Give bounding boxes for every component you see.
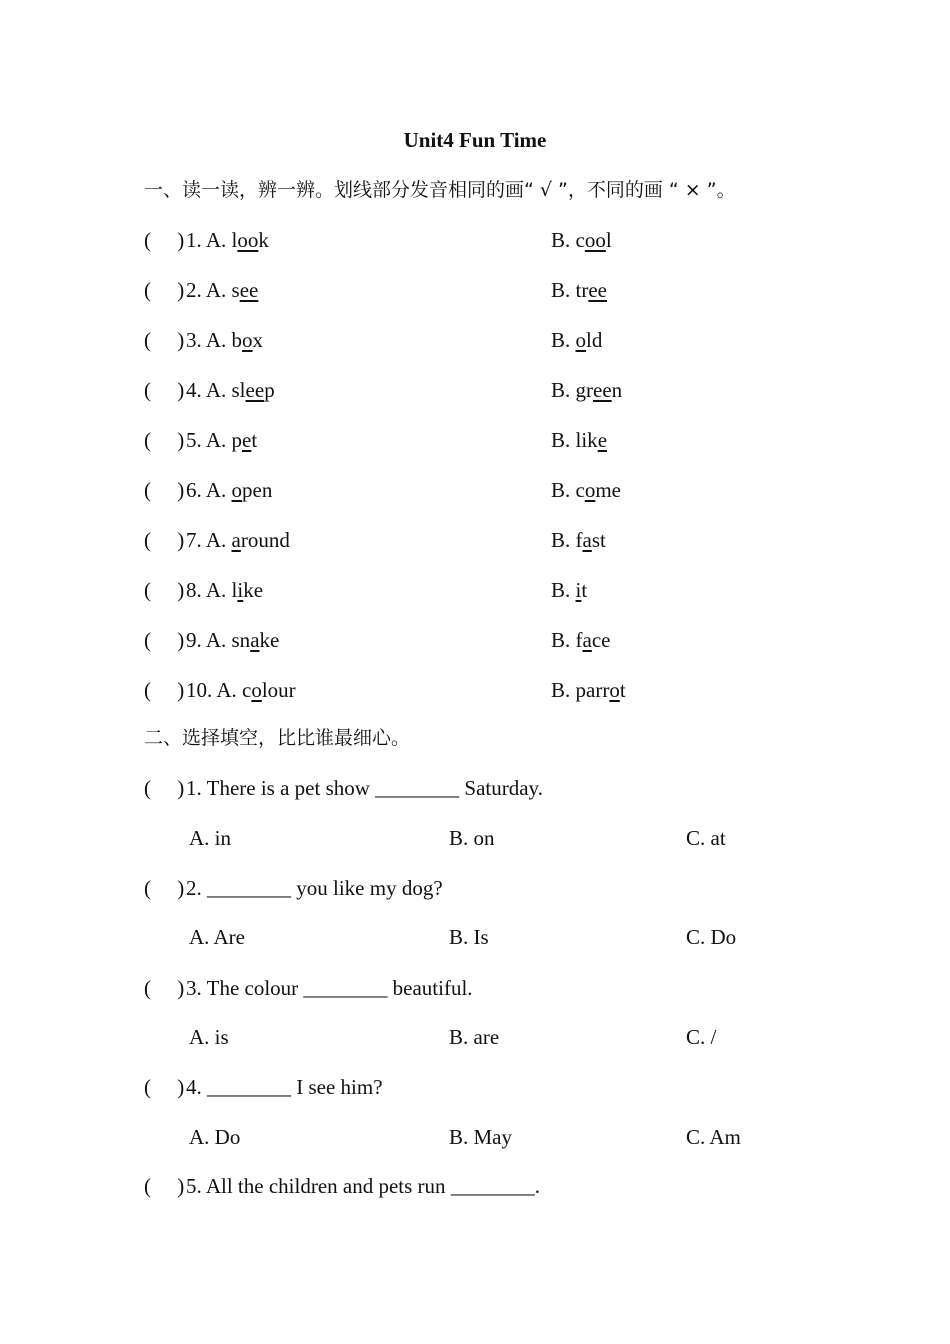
option-b [551,226,612,254]
word-part: A. sl [205,378,246,402]
pronunciation-item [144,276,844,304]
word-part: k [258,228,269,252]
underlined-letters: oo [237,228,259,252]
word-part: B. parr [551,678,610,702]
answer-bracket[interactable]: ( ) [144,478,185,502]
answer-bracket[interactable]: ( ) [144,628,185,652]
choice-question [144,1073,844,1101]
choice-question [144,1172,844,1200]
pronunciation-item [144,226,844,254]
choice-options [144,824,844,852]
word-part: A. [205,478,232,502]
option-a [186,426,257,454]
question-number: 1. [186,228,202,252]
question-number: 4. [186,378,202,402]
word-part: ke [243,578,264,602]
word-part: A. b [205,328,243,352]
underlined-letters: e [242,428,252,452]
underlined-letters: a [250,628,260,652]
underlined-letters: a [582,628,592,652]
page-title: Unit4 Fun Time [403,128,547,152]
word-part: A. sn [205,628,251,652]
word-part: B. lik [551,428,598,452]
word-part: B. f [551,628,583,652]
word-part: n [611,378,623,402]
word-part: B. [551,578,576,602]
pronunciation-item [144,376,844,404]
choice-option-c: C. / [686,1025,717,1049]
question-number: 10. [186,678,213,702]
answer-bracket[interactable]: ( ) [144,378,185,402]
pronunciation-item [144,626,844,654]
choice-options [144,1023,844,1051]
word-part: lour [261,678,296,702]
option-b [551,626,610,654]
underlined-letters: o [575,328,587,352]
underlined-letters: o [242,328,253,352]
answer-bracket[interactable]: ( ) [144,228,185,252]
word-part: t [251,428,258,452]
option-a [186,476,272,504]
choice-options [144,923,844,951]
choice-question [144,774,844,802]
answer-bracket[interactable]: ( ) [144,328,185,352]
word-part: ke [259,628,280,652]
option-a [186,626,279,654]
question-number: 7. [186,528,202,552]
answer-bracket[interactable]: ( ) [144,876,185,900]
option-a [186,226,269,254]
pronunciation-item [144,476,844,504]
choice-option-c: C. Am [686,1125,741,1149]
choice-option-c: C. Do [686,925,737,949]
pronunciation-item [144,676,844,704]
word-part: B. f [551,528,583,552]
answer-bracket[interactable]: ( ) [144,578,185,602]
underlined-letters: ee [588,278,607,302]
pronunciation-item [144,426,844,454]
word-part: B. [551,328,576,352]
option-b [551,276,607,304]
word-part: me [595,478,621,502]
underlined-letters: a [231,528,241,552]
question-number: 8. [186,578,202,602]
question-number: 6. [186,478,202,502]
word-part: A. c [216,678,252,702]
option-b [551,426,607,454]
answer-bracket[interactable]: ( ) [144,528,185,552]
option-a [186,676,296,704]
answer-bracket[interactable]: ( ) [144,1075,185,1099]
question-number: 3. [186,328,202,352]
pronunciation-item [144,526,844,554]
choice-option-b: B. May [449,1125,512,1149]
word-part: t [619,678,626,702]
word-part: A. l [205,578,238,602]
underlined-letters: a [582,528,592,552]
question-stem: 3. The colour ________ beautiful. [186,976,473,1000]
option-b [551,326,602,354]
question-number: 9. [186,628,202,652]
pronunciation-item [144,326,844,354]
underlined-letters: ee [593,378,612,402]
word-part: x [252,328,264,352]
question-stem: 5. All the children and pets run ________. [186,1174,541,1198]
word-part: l [605,228,612,252]
answer-bracket[interactable]: ( ) [144,1174,185,1198]
section2-heading: 二、选择填空，比比谁最细心。 [144,727,411,749]
choice-option-a: A. Do [189,1125,241,1149]
option-a [186,326,263,354]
choice-option-a: A. in [189,826,231,850]
word-part: ce [591,628,611,652]
section1-heading: 一、读一读，辨一辨。划线部分发音相同的画“ √ ”，不同的画 “ × ”。 [144,179,736,201]
word-part: A. p [205,428,243,452]
word-part: A. l [205,228,238,252]
answer-bracket[interactable]: ( ) [144,776,185,800]
underlined-letters: i [237,578,244,602]
option-a [186,376,275,404]
pronunciation-item [144,576,844,604]
word-part: B. gr [551,378,593,402]
question-stem: 1. There is a pet show ________ Saturday. [186,776,543,800]
option-b [551,676,626,704]
answer-bracket[interactable]: ( ) [144,278,185,302]
option-b [551,576,587,604]
underlined-letters: ee [239,278,259,302]
choice-option-b: B. Is [449,925,489,949]
choice-option-c: C. at [686,826,726,850]
question-stem: 4. ________ I see him? [186,1075,383,1099]
underlined-letters: i [575,578,582,602]
underlined-letters: o [584,478,596,502]
word-part: p [264,378,275,402]
choice-option-b: B. are [449,1025,500,1049]
underlined-letters: o [231,478,243,502]
choice-question [144,874,844,902]
word-part: ld [586,328,603,352]
underlined-letters: o [609,678,620,702]
question-stem: 2. ________ you like my dog? [186,876,443,900]
option-b [551,526,606,554]
word-part: round [240,528,290,552]
option-b [551,376,622,404]
choice-option-a: A. is [189,1025,229,1049]
option-a [186,576,263,604]
answer-bracket[interactable]: ( ) [144,678,185,702]
word-part: A. [205,528,232,552]
answer-bracket[interactable]: ( ) [144,976,185,1000]
word-part: B. c [551,228,585,252]
word-part: B. tr [551,278,589,302]
option-a [186,276,258,304]
underlined-letters: ee [245,378,265,402]
word-part: st [591,528,606,552]
word-part: pen [242,478,273,502]
choice-question [144,974,844,1002]
choice-option-a: A. Are [189,925,245,949]
question-number: 2. [186,278,202,302]
underlined-letters: oo [584,228,606,252]
word-part: A. s [205,278,240,302]
option-b [551,476,621,504]
word-part: t [581,578,588,602]
underlined-letters: o [251,678,262,702]
option-a [186,526,290,554]
answer-bracket[interactable]: ( ) [144,428,185,452]
underlined-letters: e [597,428,608,452]
word-part: B. c [551,478,585,502]
question-number: 5. [186,428,202,452]
choice-option-b: B. on [449,826,495,850]
choice-options [144,1123,844,1151]
